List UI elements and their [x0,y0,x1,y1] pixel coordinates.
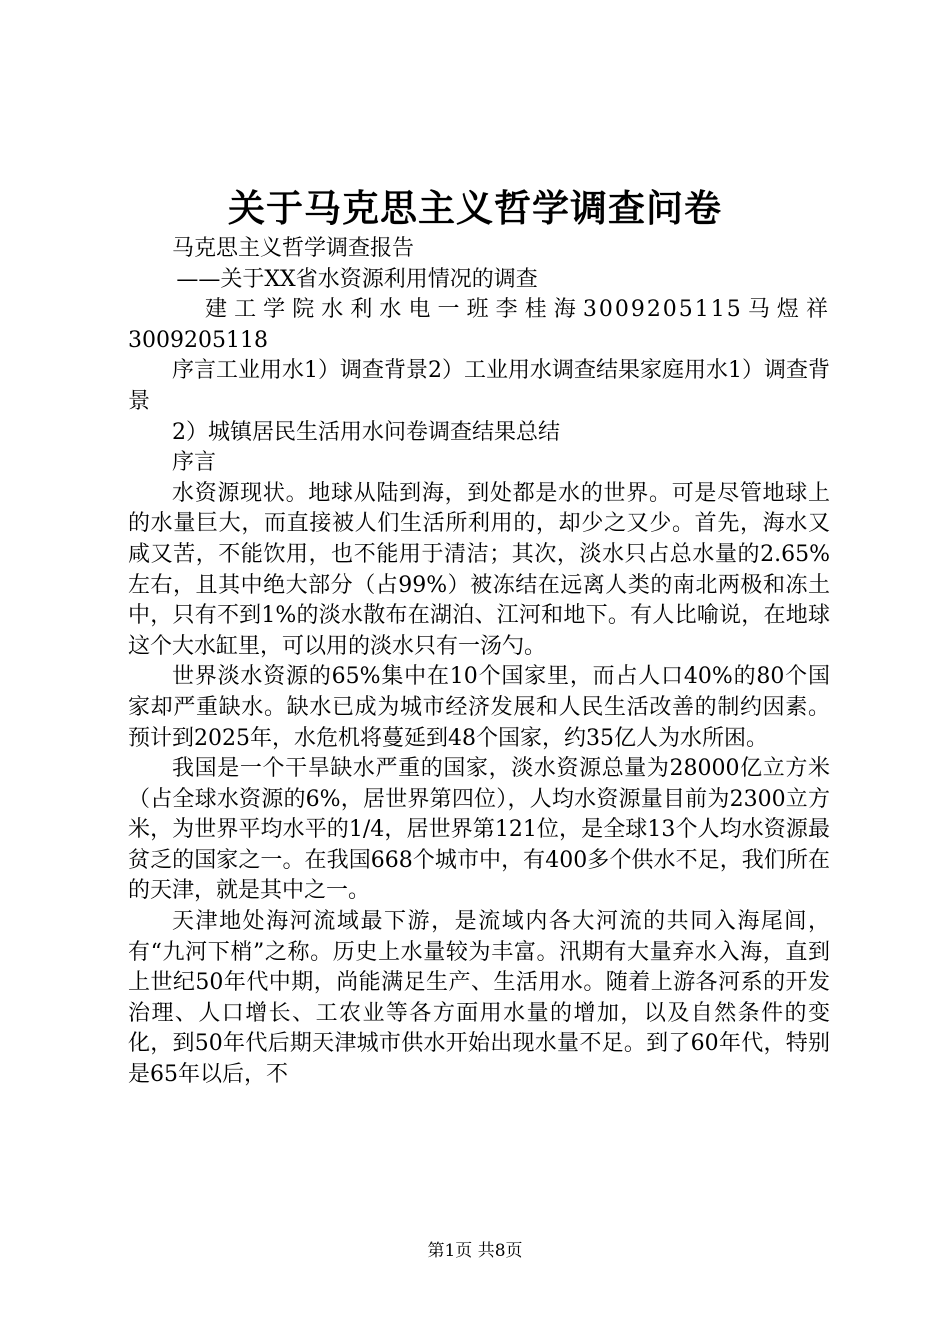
authors-line-continued: 3009205118 [128,327,268,353]
section-heading: 序言 [172,450,217,476]
report-title: 马克思主义哲学调查报告 [172,236,415,261]
paragraph: 水资源现状。地球从陆到海，到处都是水的世界。可是尽管地球上的水量巨大，而直接被人们生活所利用的，却少之又少。首先，海水又咸又苦，不能饮用，也不能用于清洁；其次，淡水只占总水量的2.65%左右，且其中绝大部分（占99%）被冻结在远离人类的南北两极和冻土中，只有不到1%的淡水散布在湖泊、江河和地下。有人比喻说，在地球这个大水缸里，可以用的淡水只有一汤勺。 [128,480,830,659]
table-of-contents: 序言工业用水1）调查背景2）工业用水调查结果家庭用水1）调查背景 [128,358,830,414]
paragraph: 我国是一个干旱缺水严重的国家，淡水资源总量为28000亿立方米（占全球水资源的6%，居世界第四位），人均水资源量目前为2300立方米，为世界平均水平的1/4，居世界第121位，是全球13个人均水资源最贫乏的国家之一。在我国668个城市中，有400多个供水不足，我们所在的天津，就是其中之一。 [128,756,830,904]
page-footer: 第1页 共8页 [427,1241,523,1261]
authors-line: 建工学院水利水电一班李桂海3009205115马煜祥 [205,297,830,323]
paragraph: 世界淡水资源的65%集中在10个国家里，而占人口40%的80个国家却严重缺水。缺水已成为城市经济发展和人民生活改善的制约因素。预计到2025年，水危机将蔓延到48个国家，约35亿人为水所困。 [128,664,830,751]
document-body [128,234,830,1091]
table-of-contents-continued: 2）城镇居民生活用水问卷调查结果总结 [172,419,560,445]
report-subtitle: ——关于XX省水资源利用情况的调查 [176,266,538,292]
document-title: 关于马克思主义哲学调查问卷 [228,186,722,230]
paragraph: 天津地处海河流域最下游，是流域内各大河流的共同入海尾闾，有“九河下梢”之称。历史上水量较为丰富。汛期有大量弃水入海，直到上世纪50年代中期，尚能满足生产、生活用水。随着上游各河系的开发治理、人口增长、工农业等各方面用水量的增加，以及自然条件的变化，到50年代后期天津城市供水开始出现水量不足。到了60年代，特别是65年以后，不 [128,909,830,1088]
